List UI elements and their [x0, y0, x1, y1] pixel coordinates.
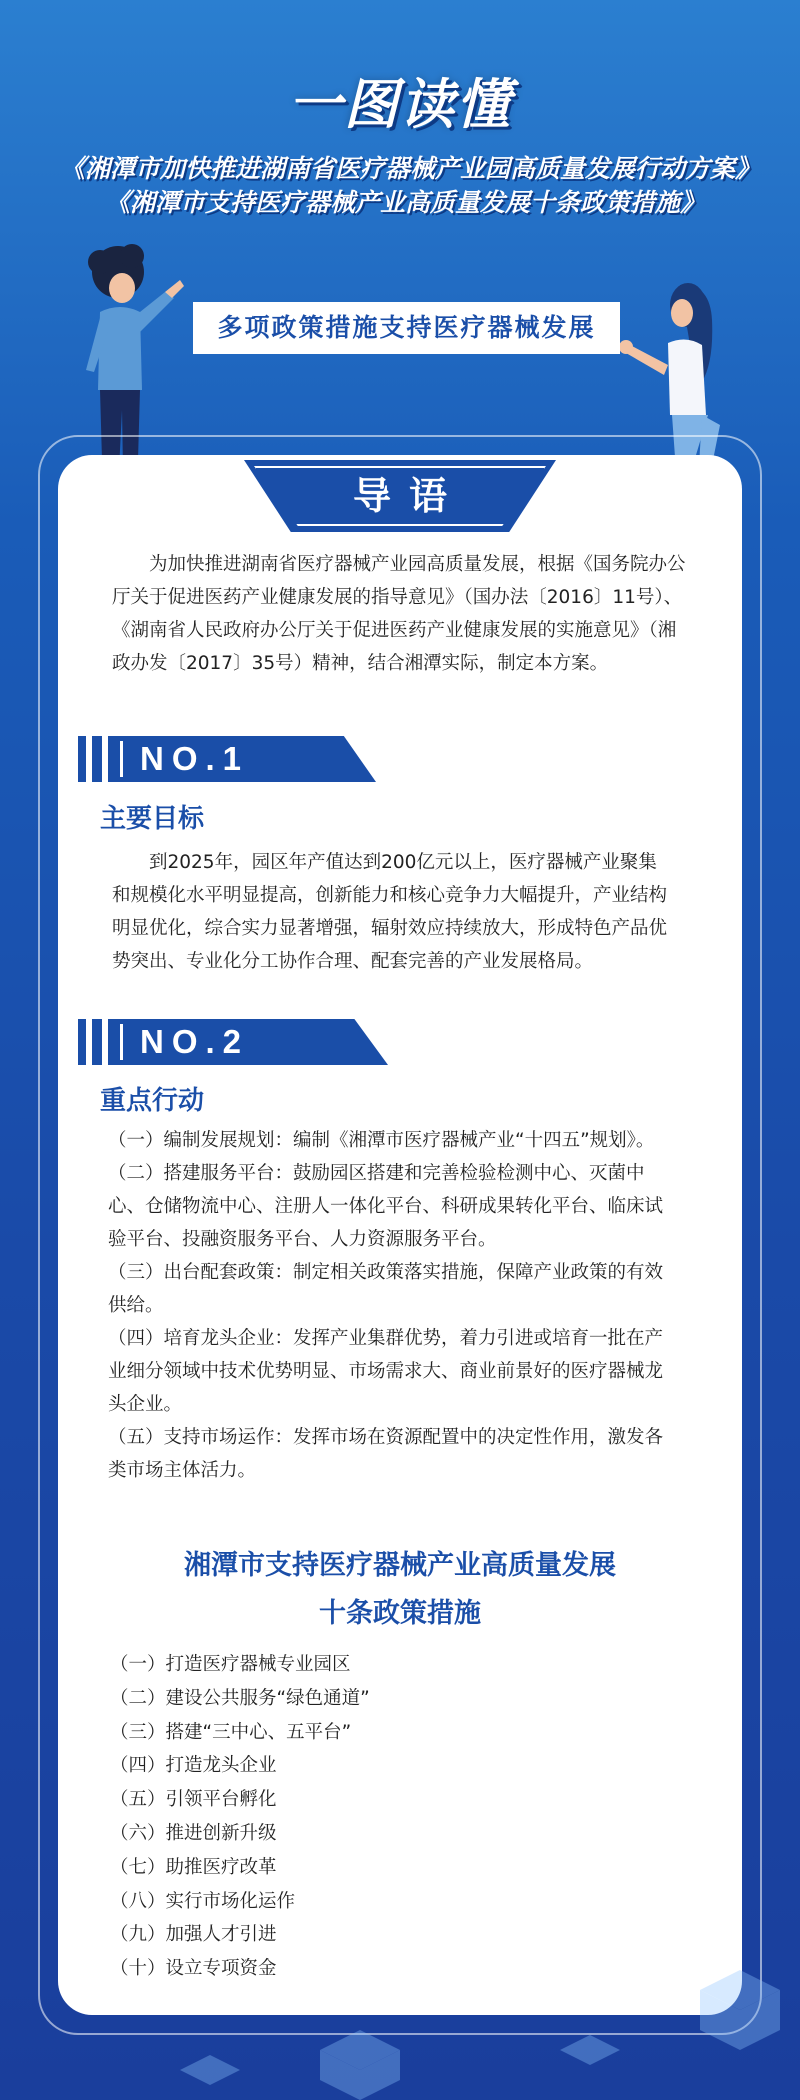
- action-item: （一）编制发展规划：编制《湘潭市医疗器械产业“十四五”规划》。: [108, 1130, 655, 1151]
- section-2-title: 重点行动: [100, 1086, 205, 1116]
- list-item: （九）加强人才引进: [110, 1924, 277, 1946]
- section-1-tag-label: NO.1: [140, 740, 250, 777]
- policy-title-line-2: 十条政策措施: [319, 1598, 481, 1629]
- action-item: （三）出台配套政策：制定相关政策落实措施，保障产业政策的有效供给。: [108, 1262, 664, 1316]
- list-item: （十）设立专项资金: [110, 1958, 277, 1980]
- key-actions-list: [108, 1124, 668, 1487]
- list-item: （一）打造医疗器械专业园区: [110, 1654, 351, 1675]
- section-1-title: 主要目标: [100, 804, 205, 834]
- decorative-cubes: [0, 1930, 800, 2100]
- intro-text: 为加快推进湖南省医疗器械产业园高质量发展，根据《国务院办公厅关于促进医药产业健康发展的指导意见》（国办法〔2016〕11号）、《湖南省人民政府办公厅关于促进医药产业健康发展的实施意见》（湘政办发〔2017〕35号）精神，结合湘潭实际，制定本方案。: [112, 554, 686, 674]
- subtitle-line-2: 《湘潭市支持医疗器械产业高质量发展十条政策措施》: [104, 188, 705, 217]
- intro-heading-badge: [244, 460, 556, 532]
- list-item: （八）实行市场化运作: [110, 1890, 296, 1912]
- action-item: （四）培育龙头企业：发挥产业集群优势，着力引进或培育一批在产业细分领域中技术优势明显、市场需求大、商业前景好的医疗器械龙头企业。: [108, 1328, 664, 1415]
- section-2-tag-label: NO.2: [140, 1023, 250, 1060]
- list-item: （三）搭建“三中心、五平台”: [110, 1721, 352, 1743]
- intro-heading: 导语: [352, 474, 465, 518]
- page-title: 一图读懂: [288, 73, 512, 136]
- list-item: （二）建设公共服务“绿色通道”: [110, 1687, 370, 1709]
- policy-title: [58, 1542, 742, 1638]
- banner: 多项政策措施支持医疗器械发展: [193, 302, 620, 354]
- list-item: （五）引领平台孵化: [110, 1789, 277, 1811]
- action-item: （五）支持市场运作：发挥市场在资源配置中的决定性作用，激发各类市场主体活力。: [108, 1427, 664, 1481]
- section-1-text: 到2025年，园区年产值达到200亿元以上，医疗器械产业聚集和规模化水平明显提高，创新能力和核心竞争力大幅提升，产业结构明显优化，综合实力显著增强，辐射效应持续放大，形成特色产品优势突出、专业化分工协作合理、配套完善的产业发展格局。: [112, 852, 668, 972]
- subtitle-line-1: 《湘潭市加快推进湖南省医疗器械产业园高质量发展行动方案》: [60, 154, 761, 183]
- list-item: （七）助推医疗改革: [110, 1856, 277, 1878]
- action-item: （二）搭建服务平台：鼓励园区搭建和完善检验检测中心、灭菌中心、仓储物流中心、注册人一体化平台、科研成果转化平台、临床试验平台、投融资服务平台、人力资源服务平台。: [108, 1163, 664, 1250]
- policy-title-line-1: 湘潭市支持医疗器械产业高质量发展: [184, 1550, 616, 1581]
- subtitle: [60, 152, 761, 220]
- list-item: （四）打造龙头企业: [110, 1755, 277, 1777]
- list-item: （六）推进创新升级: [110, 1822, 277, 1844]
